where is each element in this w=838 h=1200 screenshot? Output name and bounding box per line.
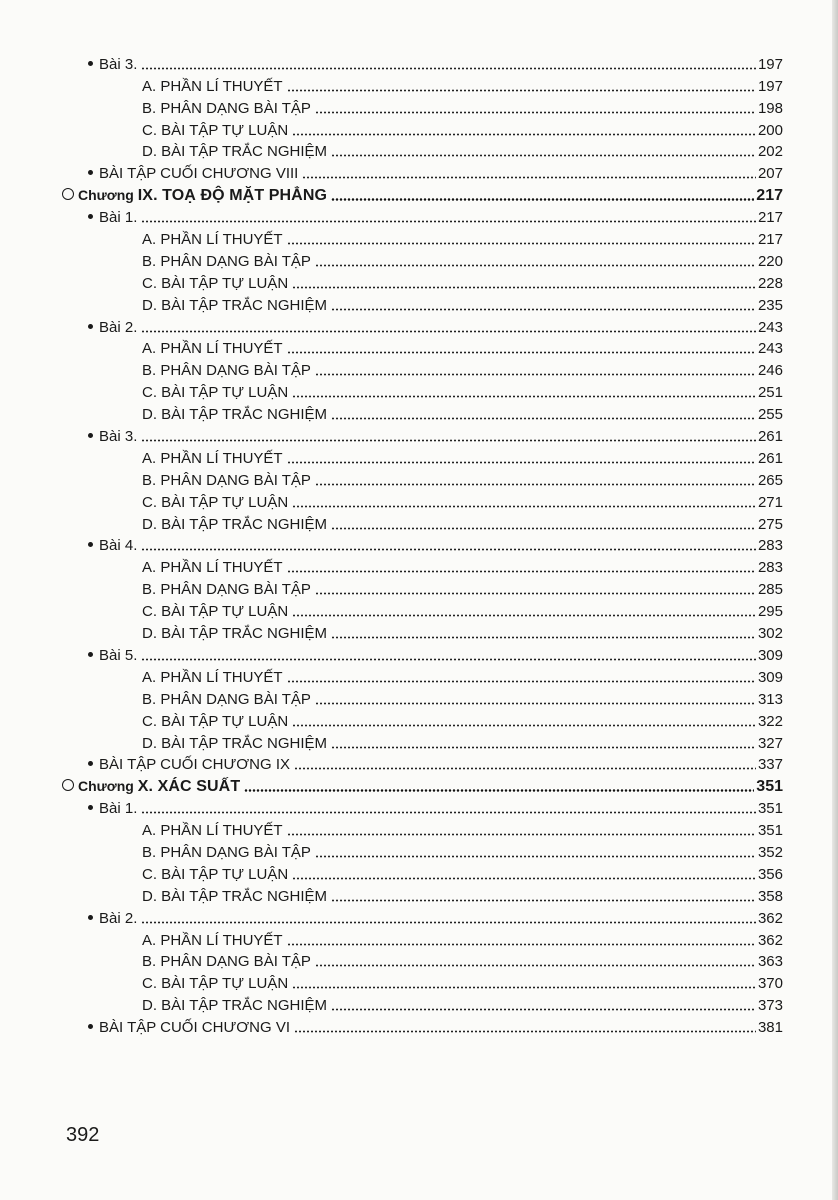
- toc-section-entry: [62, 928, 783, 950]
- toc-section-entry: [62, 358, 783, 380]
- entry-text: A. PHẦN LÍ THUYẾT: [142, 231, 283, 249]
- toc-page-number: 261: [757, 449, 783, 467]
- toc-page-number: 197: [757, 77, 783, 95]
- dot-leader: [315, 373, 756, 376]
- entry-text: Bài 5.: [99, 646, 138, 664]
- entry-text: B. PHÂN DẠNG BÀI TẬP: [142, 362, 311, 380]
- entry-text: B. PHÂN DẠNG BÀI TẬP: [142, 471, 311, 489]
- toc-section-entry: [62, 971, 783, 993]
- bullet-dot-icon: [88, 1024, 93, 1029]
- entry-text: B. PHÂN DẠNG BÀI TẬP: [142, 252, 311, 270]
- dot-leader: [141, 439, 756, 442]
- entry-text: BÀI TẬP CUỐI CHƯƠNG VIII: [99, 165, 299, 183]
- toc-page-number: 309: [757, 668, 783, 686]
- entry-text: C. BÀI TẬP TỰ LUẬN: [142, 121, 289, 139]
- toc-entry-label: [142, 953, 311, 971]
- entry-text: C. BÀI TẬP TỰ LUẬN: [142, 865, 289, 883]
- dot-leader: [292, 877, 756, 880]
- bullet-dot-icon: [88, 761, 93, 766]
- toc-page-number: 198: [757, 99, 783, 117]
- toc-page-number: 207: [757, 165, 783, 183]
- toc-lesson-entry: [62, 906, 783, 928]
- toc-section-entry: [62, 249, 783, 271]
- toc-entry-label: [142, 822, 283, 840]
- toc-page-number: 217: [756, 187, 783, 205]
- toc-page-number: 351: [756, 778, 783, 796]
- dot-leader: [315, 111, 756, 114]
- dot-leader: [315, 702, 756, 705]
- toc-entry-label: [88, 647, 137, 665]
- toc-page-number: 362: [757, 931, 783, 949]
- dot-leader: [292, 614, 756, 617]
- toc-page-number: 283: [757, 537, 783, 555]
- toc-section-entry: [62, 687, 783, 709]
- entry-text: D. BÀI TẬP TRẮC NGHIỆM: [142, 515, 328, 533]
- toc-entry-label: [142, 713, 288, 731]
- entry-text: Bài 3.: [99, 55, 138, 73]
- toc-entry-label: [88, 800, 137, 818]
- entry-text: D. BÀI TẬP TRẮC NGHIỆM: [142, 887, 328, 905]
- toc-lesson-entry: [62, 796, 783, 818]
- toc-entry-label: [142, 253, 311, 271]
- toc-page-number: 302: [757, 625, 783, 643]
- dot-leader: [315, 483, 756, 486]
- toc-page-number: 352: [757, 843, 783, 861]
- toc-lesson-entry: [62, 753, 783, 775]
- chapter-title: IX. TOẠ ĐỘ MẶT PHẲNG: [137, 187, 328, 205]
- dot-leader: [315, 592, 756, 595]
- table-of-contents: [62, 52, 783, 1037]
- entry-text: Bài 4.: [99, 537, 138, 555]
- toc-page-number: 275: [757, 515, 783, 533]
- toc-entry-label: [142, 494, 288, 512]
- toc-section-entry: [62, 818, 783, 840]
- toc-section-entry: [62, 950, 783, 972]
- toc-entry-label: [142, 888, 327, 906]
- chapter-title: X. XÁC SUẤT: [137, 778, 241, 796]
- toc-page-number: 309: [757, 646, 783, 664]
- toc-section-entry: [62, 884, 783, 906]
- entry-text: Bài 2.: [99, 909, 138, 927]
- entry-text: A. PHẦN LÍ THUYẾT: [142, 931, 283, 949]
- toc-section-entry: [62, 490, 783, 512]
- entry-text: A. PHẦN LÍ THUYẾT: [142, 77, 283, 95]
- toc-entry-label: [88, 209, 137, 227]
- entry-text: Bài 3.: [99, 428, 138, 446]
- toc-section-entry: [62, 402, 783, 424]
- toc-entry-label: [142, 384, 288, 402]
- toc-section-entry: [62, 468, 783, 490]
- entry-text: A. PHẦN LÍ THUYẾT: [142, 559, 283, 577]
- toc-page-number: 313: [757, 690, 783, 708]
- toc-entry-label: [142, 78, 283, 96]
- toc-entry-label: [142, 231, 283, 249]
- bullet-dot-icon: [88, 324, 93, 329]
- entry-text: D. BÀI TẬP TRẮC NGHIỆM: [142, 143, 328, 161]
- entry-text: D. BÀI TẬP TRẮC NGHIỆM: [142, 296, 328, 314]
- toc-entry-label: [142, 975, 288, 993]
- dot-leader: [287, 461, 756, 464]
- entry-text: A. PHẦN LÍ THUYẾT: [142, 668, 283, 686]
- entry-text: C. BÀI TẬP TỰ LUẬN: [142, 712, 289, 730]
- entry-text: C. BÀI TẬP TỰ LUẬN: [142, 274, 289, 292]
- dot-leader: [331, 1008, 756, 1011]
- toc-section-entry: [62, 862, 783, 884]
- toc-entry-label: [142, 516, 327, 534]
- dot-leader: [141, 220, 756, 223]
- toc-lesson-entry: [62, 161, 783, 183]
- toc-section-entry: [62, 337, 783, 359]
- bullet-dot-icon: [88, 61, 93, 66]
- toc-entry-label: [88, 165, 298, 183]
- dot-leader: [287, 570, 756, 573]
- toc-page-number: 362: [757, 909, 783, 927]
- toc-page-number: 246: [757, 362, 783, 380]
- dot-leader: [331, 527, 756, 530]
- toc-entry-label: [142, 340, 283, 358]
- dot-leader: [331, 198, 754, 201]
- toc-section-entry: [62, 74, 783, 96]
- toc-lesson-entry: [62, 1015, 783, 1037]
- toc-page-number: 202: [757, 143, 783, 161]
- dot-leader: [292, 133, 756, 136]
- toc-entry-label: [142, 362, 311, 380]
- entry-text: Bài 1.: [99, 800, 138, 818]
- toc-entry-label: [62, 777, 240, 796]
- dot-leader: [292, 286, 756, 289]
- toc-lesson-entry: [62, 643, 783, 665]
- toc-entry-label: [142, 625, 327, 643]
- toc-entry-label: [142, 691, 311, 709]
- dot-leader: [141, 658, 756, 661]
- bullet-dot-icon: [88, 915, 93, 920]
- dot-leader: [141, 921, 756, 924]
- toc-entry-label: [88, 428, 137, 446]
- toc-page-number: 255: [757, 406, 783, 424]
- toc-page-number: 356: [757, 865, 783, 883]
- toc-entry-label: [142, 559, 283, 577]
- toc-entry-label: [88, 56, 137, 74]
- toc-section-entry: [62, 118, 783, 140]
- toc-entry-label: [142, 406, 327, 424]
- toc-page-number: 285: [757, 581, 783, 599]
- bullet-dot-icon: [88, 433, 93, 438]
- entry-text: B. PHÂN DẠNG BÀI TẬP: [142, 690, 311, 708]
- dot-leader: [331, 417, 756, 420]
- toc-chapter-entry: [62, 774, 783, 796]
- entry-text: BÀI TẬP CUỐI CHƯƠNG IX: [99, 756, 290, 774]
- toc-section-entry: [62, 293, 783, 315]
- toc-entry-label: [142, 297, 327, 315]
- toc-section-entry: [62, 271, 783, 293]
- bullet-dot-icon: [88, 652, 93, 657]
- entry-text: B. PHÂN DẠNG BÀI TẬP: [142, 843, 311, 861]
- circle-bullet-icon: [62, 188, 74, 200]
- entry-text: D. BÀI TẬP TRẮC NGHIỆM: [142, 625, 328, 643]
- toc-page-number: 265: [757, 471, 783, 489]
- toc-entry-label: [88, 756, 290, 774]
- dot-leader: [287, 943, 756, 946]
- dot-leader: [292, 724, 756, 727]
- toc-section-entry: [62, 709, 783, 731]
- toc-entry-label: [142, 603, 288, 621]
- toc-section-entry: [62, 621, 783, 643]
- dot-leader: [315, 964, 756, 967]
- toc-page-number: 370: [757, 975, 783, 993]
- toc-page-number: 217: [757, 209, 783, 227]
- dot-leader: [331, 899, 756, 902]
- toc-section-entry: [62, 555, 783, 577]
- toc-page-number: 261: [757, 428, 783, 446]
- toc-lesson-entry: [62, 424, 783, 446]
- toc-entry-label: [88, 1019, 290, 1037]
- dot-leader: [141, 67, 756, 70]
- dot-leader: [287, 833, 756, 836]
- toc-section-entry: [62, 731, 783, 753]
- dot-leader: [292, 986, 756, 989]
- toc-entry-label: [142, 997, 327, 1015]
- toc-section-entry: [62, 577, 783, 599]
- bullet-dot-icon: [88, 805, 93, 810]
- entry-text: D. BÀI TẬP TRẮC NGHIỆM: [142, 734, 328, 752]
- dot-leader: [331, 746, 756, 749]
- toc-section-entry: [62, 993, 783, 1015]
- entry-text: A. PHẦN LÍ THUYẾT: [142, 822, 283, 840]
- toc-entry-label: [142, 100, 311, 118]
- toc-page-number: 243: [757, 318, 783, 336]
- toc-entry-label: [142, 735, 327, 753]
- entry-text: B. PHÂN DẠNG BÀI TẬP: [142, 99, 311, 117]
- toc-lesson-entry: [62, 315, 783, 337]
- dot-leader: [292, 395, 756, 398]
- entry-text: A. PHẦN LÍ THUYẾT: [142, 449, 283, 467]
- toc-page-number: 235: [757, 296, 783, 314]
- entry-text: C. BÀI TẬP TỰ LUẬN: [142, 493, 289, 511]
- dot-leader: [331, 154, 756, 157]
- toc-page-number: 243: [757, 340, 783, 358]
- toc-entry-label: [88, 537, 137, 555]
- toc-page-number: 381: [757, 1019, 783, 1037]
- toc-page-number: 200: [757, 121, 783, 139]
- toc-chapter-entry: [62, 183, 783, 205]
- toc-section-entry: [62, 512, 783, 534]
- toc-section-entry: [62, 599, 783, 621]
- entry-text: D. BÀI TẬP TRẮC NGHIỆM: [142, 997, 328, 1015]
- dot-leader: [287, 351, 756, 354]
- toc-entry-label: [142, 122, 288, 140]
- toc-entry-label: [142, 669, 283, 687]
- entry-text: D. BÀI TẬP TRẮC NGHIỆM: [142, 406, 328, 424]
- toc-section-entry: [62, 446, 783, 468]
- dot-leader: [287, 680, 756, 683]
- toc-entry-label: [142, 450, 283, 468]
- dot-leader: [292, 505, 756, 508]
- toc-page-number: 358: [757, 887, 783, 905]
- entry-text: Bài 2.: [99, 318, 138, 336]
- entry-text: C. BÀI TẬP TỰ LUẬN: [142, 603, 289, 621]
- dot-leader: [302, 176, 756, 179]
- toc-page-number: 217: [757, 231, 783, 249]
- toc-page-number: 351: [757, 800, 783, 818]
- toc-entry-label: [88, 319, 137, 337]
- toc-entry-label: [88, 910, 137, 928]
- dot-leader: [315, 855, 756, 858]
- dot-leader: [294, 767, 756, 770]
- toc-section-entry: [62, 840, 783, 862]
- entry-text: BÀI TẬP CUỐI CHƯƠNG VI: [99, 1019, 290, 1037]
- bullet-dot-icon: [88, 214, 93, 219]
- dot-leader: [294, 1030, 756, 1033]
- toc-page-number: 251: [757, 384, 783, 402]
- toc-lesson-entry: [62, 534, 783, 556]
- bullet-dot-icon: [88, 170, 93, 175]
- toc-section-entry: [62, 140, 783, 162]
- entry-text: A. PHẦN LÍ THUYẾT: [142, 340, 283, 358]
- toc-lesson-entry: [62, 205, 783, 227]
- toc-entry-label: [142, 581, 311, 599]
- chapter-prefix: Chương: [78, 187, 138, 204]
- entry-text: Bài 1.: [99, 209, 138, 227]
- dot-leader: [244, 789, 754, 792]
- entry-text: C. BÀI TẬP TỰ LUẬN: [142, 384, 289, 402]
- dot-leader: [315, 264, 756, 267]
- toc-page-number: 337: [757, 756, 783, 774]
- toc-entry-label: [142, 866, 288, 884]
- page-number: 392: [66, 1124, 100, 1146]
- toc-page-number: 351: [757, 822, 783, 840]
- dot-leader: [331, 308, 756, 311]
- toc-page-number: 220: [757, 252, 783, 270]
- page-edge-shadow: [832, 0, 838, 1200]
- entry-text: B. PHÂN DẠNG BÀI TẬP: [142, 953, 311, 971]
- dot-leader: [141, 330, 756, 333]
- toc-section-entry: [62, 96, 783, 118]
- toc-section-entry: [62, 227, 783, 249]
- toc-section-entry: [62, 380, 783, 402]
- toc-entry-label: [62, 186, 327, 205]
- toc-entry-label: [142, 143, 327, 161]
- chapter-prefix: Chương: [78, 778, 138, 795]
- toc-page-number: 295: [757, 603, 783, 621]
- dot-leader: [141, 548, 756, 551]
- toc-page-number: 197: [757, 55, 783, 73]
- dot-leader: [287, 242, 756, 245]
- toc-section-entry: [62, 665, 783, 687]
- bullet-dot-icon: [88, 542, 93, 547]
- dot-leader: [287, 89, 756, 92]
- toc-page-number: 322: [757, 712, 783, 730]
- toc-page-number: 373: [757, 997, 783, 1015]
- toc-page-number: 228: [757, 274, 783, 292]
- circle-bullet-icon: [62, 779, 74, 791]
- dot-leader: [331, 636, 756, 639]
- toc-page-number: 327: [757, 734, 783, 752]
- dot-leader: [141, 811, 756, 814]
- toc-entry-label: [142, 275, 288, 293]
- toc-entry-label: [142, 472, 311, 490]
- toc-page-number: 271: [757, 493, 783, 511]
- toc-entry-label: [142, 844, 311, 862]
- toc-page-number: 283: [757, 559, 783, 577]
- toc-entry-label: [142, 932, 283, 950]
- toc-lesson-entry: [62, 52, 783, 74]
- toc-page-number: 363: [757, 953, 783, 971]
- entry-text: B. PHÂN DẠNG BÀI TẬP: [142, 581, 311, 599]
- entry-text: C. BÀI TẬP TỰ LUẬN: [142, 975, 289, 993]
